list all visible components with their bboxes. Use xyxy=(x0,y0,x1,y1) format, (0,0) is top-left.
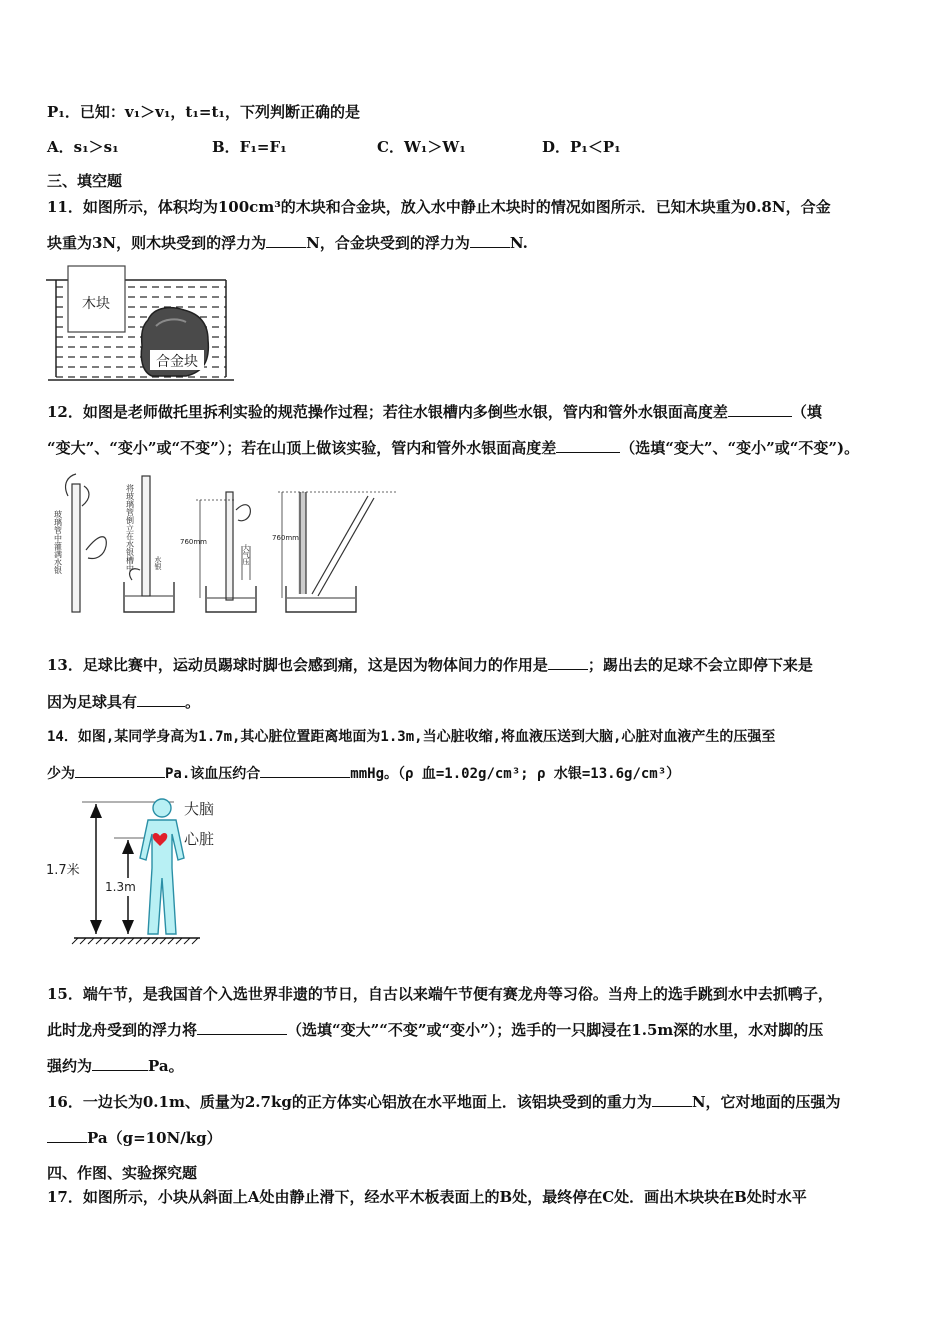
height-label: 1.7米 xyxy=(46,863,80,878)
q11-blank-2[interactable] xyxy=(470,233,510,248)
q15-blank-2[interactable] xyxy=(92,1056,148,1071)
q13-line1 xyxy=(47,655,813,675)
q16-text-a: 16．一边长为0.1m、质量为2.7kg的正方体实心铝放在水平地面上．该铝块受到的重力为 xyxy=(47,1093,652,1111)
q12-line2 xyxy=(47,438,859,458)
q11-figure xyxy=(44,262,240,386)
tube-2 xyxy=(142,476,150,596)
q13-text-a: 13．足球比赛中，运动员踢球时脚也会感到痛，这是因为物体间力的作用是 xyxy=(47,656,548,674)
wood-label: 木块 xyxy=(82,296,110,312)
q14-line1: 14．如图,某同学身高为1.7m,其心脏位置距离地面为1.3m,当心脏收缩,将血液压送到大脑,心脏对血液产生的压强至 xyxy=(47,729,776,745)
q16-text-c: Pa（g=10N/kg） xyxy=(87,1129,222,1147)
q13-blank-1[interactable] xyxy=(548,655,588,670)
section-heading-4: 四、作图、实验探究题 xyxy=(47,1164,198,1182)
label-invert-tube: 将玻璃管倒立在水银槽中 xyxy=(125,484,135,572)
brain-label: 大脑 xyxy=(184,800,215,818)
q12-text-c: “变大”、“变小”或“不变”）；若在山顶上做该实验，管内和管外水银面高度差 xyxy=(47,439,557,457)
q13-line2 xyxy=(47,692,200,712)
q13-text-c: 因为足球具有 xyxy=(47,693,138,711)
q13-blank-2[interactable] xyxy=(137,692,185,707)
label-atm: 大气压 xyxy=(242,544,250,565)
human-figure xyxy=(140,799,184,934)
q15-blank-1[interactable] xyxy=(197,1020,287,1035)
q12-blank-2[interactable] xyxy=(556,438,620,453)
ground-hatch xyxy=(72,938,198,944)
label-fill-tube: 玻璃管中灌满水银 xyxy=(53,510,63,574)
q15-text-b: （选填“变大”“不变”或“变小”）；选手的一只脚浸在1.5m深的水里，水对脚的压 xyxy=(287,1021,824,1039)
q11-text-b: N，合金块受到的浮力为 xyxy=(306,234,470,252)
q14-blank-1[interactable] xyxy=(75,763,165,778)
label-760-b: 760mm xyxy=(272,534,299,542)
q14-figure xyxy=(44,796,234,948)
choice-a: A．s₁＞s₁ xyxy=(47,138,119,156)
q11-line1: 11．如图所示，体积均为100cm³的木块和合金块，放入水中静止木块时的情况如图所示．已知木块重为0.8N，合金 xyxy=(47,198,831,216)
q12-text-b: （填 xyxy=(791,403,822,421)
q16-blank-2[interactable] xyxy=(47,1128,87,1143)
q15-text-c: 强约为 xyxy=(47,1057,93,1075)
tube-1 xyxy=(72,484,80,612)
q16-line2 xyxy=(47,1128,222,1148)
q13-text-d: 。 xyxy=(185,693,201,711)
label-mercury: 水银 xyxy=(154,556,162,570)
q14-line2 xyxy=(47,763,680,784)
q12-figure xyxy=(46,470,414,622)
q11-blank-1[interactable] xyxy=(266,233,306,248)
q16-text-b: N，它对地面的压强为 xyxy=(691,1093,841,1111)
q15-line3 xyxy=(47,1056,184,1076)
q10-tail-text: P₁．已知：v₁＞v₁，t₁=t₁，下列判断正确的是 xyxy=(47,103,360,121)
q15-line2 xyxy=(47,1020,823,1040)
q15-text-a: 此时龙舟受到的浮力将 xyxy=(47,1021,198,1039)
q11-text-c: N. xyxy=(509,234,528,252)
q12-line1 xyxy=(47,402,822,422)
q16-line1 xyxy=(47,1092,841,1112)
q15-text-d: Pa。 xyxy=(148,1057,184,1075)
label-760-a: 760mm xyxy=(180,538,207,546)
q14-text-b: Pa.该血压约合 xyxy=(165,766,261,782)
choice-b: B．F₁=F₁ xyxy=(212,138,287,156)
tube-3 xyxy=(226,492,233,600)
alloy-label: 合金块 xyxy=(156,354,198,370)
section-heading-3: 三、填空题 xyxy=(47,172,123,190)
heart-label: 心脏 xyxy=(184,830,215,848)
q12-text-d: （选填“变大”、“变小”或“不变”)。 xyxy=(620,439,860,457)
q11-line2 xyxy=(47,233,528,253)
q11-text-a: 块重为3N，则木块受到的浮力为 xyxy=(47,234,267,252)
q14-blank-2[interactable] xyxy=(260,763,350,778)
q12-text-a: 12．如图是老师做托里拆利实验的规范操作过程；若往水银槽内多倒些水银，管内和管外水银面高度差 xyxy=(47,403,728,421)
q16-blank-1[interactable] xyxy=(652,1092,692,1107)
q14-text-a: 少为 xyxy=(47,766,75,782)
q17-line1: 17．如图所示，小块从斜面上A处由静止滑下，经水平木板表面上的B处，最终停在C处．画出木块块在B处时水平 xyxy=(47,1188,807,1206)
choice-c: C．W₁＞W₁ xyxy=(377,138,466,156)
q13-text-b: ；踢出去的足球不会立即停下来是 xyxy=(587,656,813,674)
q12-blank-1[interactable] xyxy=(728,402,792,417)
q15-line1: 15．端午节，是我国首个入选世界非遗的节日，自古以来端午节便有赛龙舟等习俗。当舟上的选手跳到水中去抓鸭子， xyxy=(47,985,833,1003)
choice-d: D．P₁＜P₁ xyxy=(542,138,621,156)
heart-height-label: 1.3m xyxy=(105,880,136,894)
q14-text-c: mmHg。（ρ 血=1.02g/cm³; ρ 水银=13.6g/cm³） xyxy=(350,766,681,782)
